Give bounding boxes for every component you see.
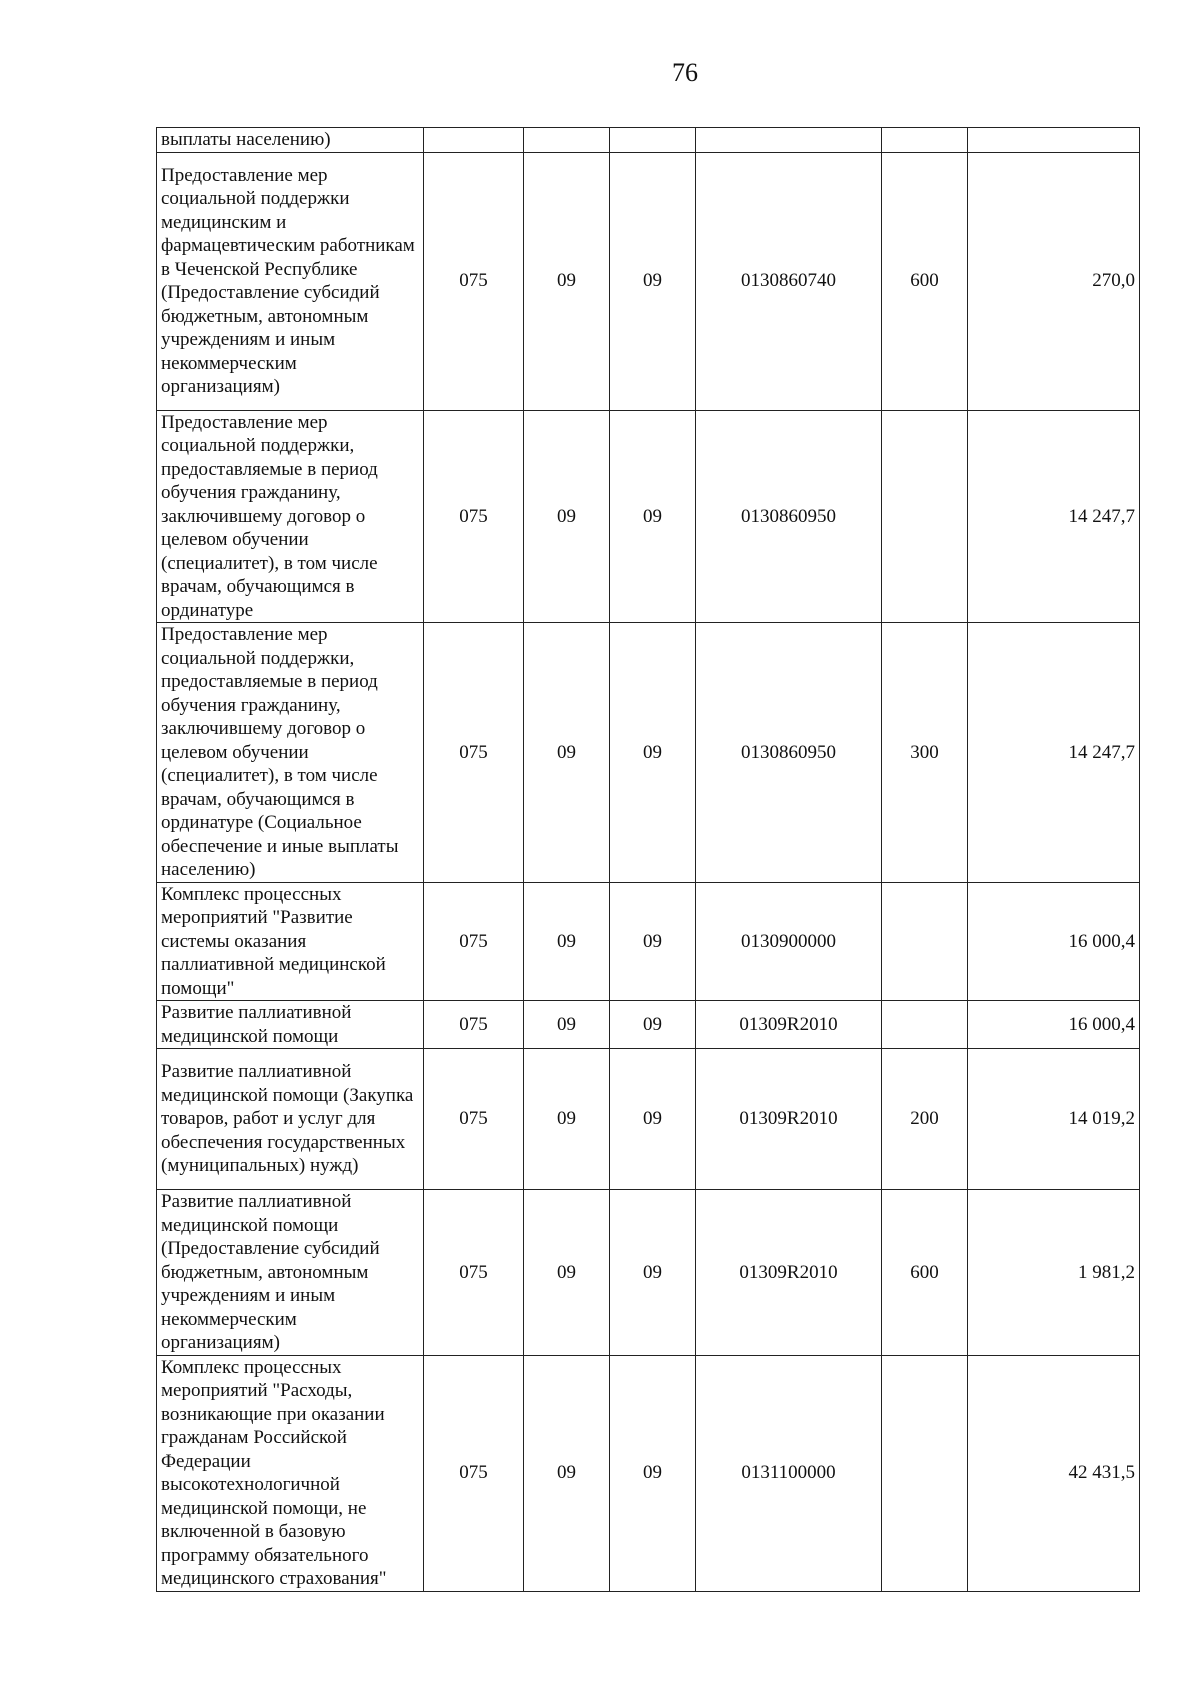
table-row (157, 1355, 1140, 1591)
subsection-code: 09 (610, 1049, 696, 1190)
row-name: Развитие паллиативной медицинской помощи (Закупка товаров, работ и услуг для обеспечения государственных (муниципальных) нужд) (157, 1049, 424, 1190)
target-article-code (696, 128, 882, 153)
target-article-code: 0130860740 (696, 152, 882, 410)
table-row (157, 128, 1140, 153)
subsection-code: 09 (610, 623, 696, 883)
amount: 270,0 (968, 152, 1140, 410)
section-code: 09 (524, 1190, 610, 1356)
section-code: 09 (524, 410, 610, 623)
expense-type-code: 200 (882, 1049, 968, 1190)
expense-type-code (882, 1355, 968, 1591)
subsection-code: 09 (610, 882, 696, 1001)
target-article-code: 0131100000 (696, 1355, 882, 1591)
table-row (157, 1049, 1140, 1190)
row-name: Предоставление мер социальной поддержки, предоставляемые в период обучения гражданину, заключившему договор о целевом обучении (специалитет), в том числе врачам, обучающимся в ординатуре (Социальное обеспечение и иные выплаты населению) (157, 623, 424, 883)
expense-type-code: 600 (882, 1190, 968, 1356)
expense-type-code (882, 1001, 968, 1049)
amount: 16 000,4 (968, 1001, 1140, 1049)
target-article-code: 0130860950 (696, 410, 882, 623)
section-code: 09 (524, 152, 610, 410)
table-row (157, 1190, 1140, 1356)
table-row (157, 152, 1140, 410)
target-article-code: 0130900000 (696, 882, 882, 1001)
row-name: Предоставление мер социальной поддержки, предоставляемые в период обучения гражданину, заключившему договор о целевом обучении (специалитет), в том числе врачам, обучающимся в ординатуре (157, 410, 424, 623)
subsection-code: 09 (610, 1190, 696, 1356)
page-number: 76 (672, 58, 698, 87)
row-name: выплаты населению) (157, 128, 424, 153)
expense-type-code (882, 882, 968, 1001)
row-name: Комплекс процессных мероприятий "Расходы, возникающие при оказании гражданам Российской Федерации высокотехнологичной медицинской помощи, не включенной в базовую программу обязательного медицинского страхования" (157, 1355, 424, 1591)
section-code: 09 (524, 1001, 610, 1049)
table-row (157, 623, 1140, 883)
expense-type-code (882, 410, 968, 623)
amount: 1 981,2 (968, 1190, 1140, 1356)
section-code: 09 (524, 1355, 610, 1591)
subsection-code (610, 128, 696, 153)
subsection-code: 09 (610, 410, 696, 623)
subsection-code: 09 (610, 1355, 696, 1591)
target-article-code: 01309R2010 (696, 1190, 882, 1356)
row-name: Развитие паллиативной медицинской помощи (157, 1001, 424, 1049)
amount: 14 019,2 (968, 1049, 1140, 1190)
amount: 14 247,7 (968, 623, 1140, 883)
budget-table (156, 127, 1140, 1592)
target-article-code: 01309R2010 (696, 1049, 882, 1190)
amount: 16 000,4 (968, 882, 1140, 1001)
amount: 14 247,7 (968, 410, 1140, 623)
target-article-code: 0130860950 (696, 623, 882, 883)
row-name: Комплекс процессных мероприятий "Развитие системы оказания паллиативной медицинской помощи" (157, 882, 424, 1001)
row-name: Предоставление мер социальной поддержки медицинским и фармацевтическим работникам в Чеченской Республике (Предоставление субсидий бюджетным, автономным учреждениям и иным некоммерческим организациям) (157, 152, 424, 410)
section-code: 09 (524, 882, 610, 1001)
table-row (157, 882, 1140, 1001)
ministry-code: 075 (424, 1001, 524, 1049)
target-article-code: 01309R2010 (696, 1001, 882, 1049)
amount: 42 431,5 (968, 1355, 1140, 1591)
ministry-code: 075 (424, 1049, 524, 1190)
expense-type-code (882, 128, 968, 153)
table-row (157, 1001, 1140, 1049)
amount (968, 128, 1140, 153)
ministry-code: 075 (424, 1190, 524, 1356)
subsection-code: 09 (610, 152, 696, 410)
ministry-code: 075 (424, 152, 524, 410)
section-code (524, 128, 610, 153)
ministry-code: 075 (424, 1355, 524, 1591)
row-name: Развитие паллиативной медицинской помощи (Предоставление субсидий бюджетным, автономным учреждениям и иным некоммерческим организациям) (157, 1190, 424, 1356)
ministry-code: 075 (424, 882, 524, 1001)
subsection-code: 09 (610, 1001, 696, 1049)
ministry-code: 075 (424, 410, 524, 623)
section-code: 09 (524, 623, 610, 883)
ministry-code: 075 (424, 623, 524, 883)
ministry-code (424, 128, 524, 153)
expense-type-code: 600 (882, 152, 968, 410)
expense-type-code: 300 (882, 623, 968, 883)
table-row (157, 410, 1140, 623)
section-code: 09 (524, 1049, 610, 1190)
